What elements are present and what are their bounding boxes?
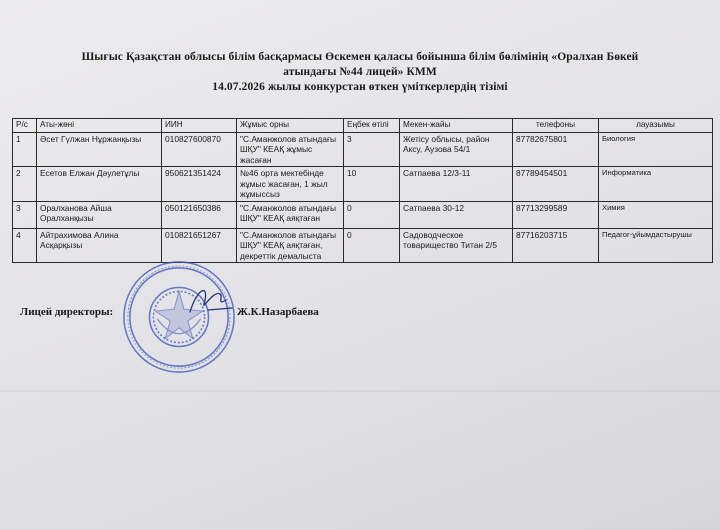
cell-experience: 10 [344, 167, 400, 202]
cell-no: 1 [13, 132, 37, 167]
cell-iin: 050121650386 [162, 201, 237, 228]
paper-fold [0, 390, 720, 392]
col-header: Жұмыс орны [237, 119, 344, 133]
cell-workplace: "С.Аманжолов атындағы ШҚУ" КЕАҚ аяқтаған [237, 201, 344, 228]
cell-name: Айтрахимова Алина Асқарқызы [37, 228, 162, 263]
cell-address: Жетісу облысы, район Аксу, Аузова 54/1 [400, 132, 513, 167]
table-row [13, 167, 713, 202]
cell-workplace: №46 орта мектебінде жұмыс жасаған, 1 жыл жұмыссыз [237, 167, 344, 202]
cell-position: Информатика [599, 167, 713, 202]
cell-position: Педагог-ұйымдастырушы [599, 228, 713, 263]
title-line-2: атындағы №44 лицей» КММ [283, 66, 437, 78]
cell-experience: 0 [344, 228, 400, 263]
cell-no: 2 [13, 167, 37, 202]
table-row [13, 228, 713, 263]
title-line-1: Шығыс Қазақстан облысы білім басқармасы Өскемен қаласы бойынша білім бөлімінің «Оралхан Бөкей [81, 51, 639, 63]
cell-position: Биология [599, 132, 713, 167]
table-row [13, 132, 713, 167]
table-row [13, 201, 713, 228]
col-header: ИИН [162, 119, 237, 133]
col-header: Еңбек өтілі [344, 119, 400, 133]
cell-address: Сатпаева 30-12 [400, 201, 513, 228]
cell-iin: 950621351424 [162, 167, 237, 202]
cell-workplace: "С.Аманжолов атындағы ШҚУ" КЕАҚ аяқтаған, декреттік демалыста [237, 228, 344, 263]
cell-no: 4 [13, 228, 37, 263]
title-line-3: 14.07.2026 жылы конкурстан өткен үміткерлердің тізімі [212, 81, 508, 93]
cell-iin: 010821651267 [162, 228, 237, 263]
col-header: Р/с [13, 119, 37, 133]
director-label: Лицей директоры: [20, 306, 114, 318]
cell-phone: 87782675801 [513, 132, 599, 167]
director-name: Ж.К.Назарбаева [237, 306, 319, 318]
cell-phone: 87713299589 [513, 201, 599, 228]
cell-position: Химия [599, 201, 713, 228]
table-header-row [13, 119, 713, 133]
cell-iin: 010827600870 [162, 132, 237, 167]
cell-name: Есетов Елжан Дәулетұлы [37, 167, 162, 202]
col-header: Аты-жөні [37, 119, 162, 133]
col-header: лауазымы [599, 119, 713, 133]
cell-workplace: "С.Аманжолов атындағы ШҚУ" КЕАҚ жұмыс жасаған [237, 132, 344, 167]
cell-phone: 87789454501 [513, 167, 599, 202]
cell-name: Оралханова Айша Оралханқызы [37, 201, 162, 228]
cell-phone: 87716203715 [513, 228, 599, 263]
candidates-table [12, 118, 713, 263]
col-header: телефоны [513, 119, 599, 133]
document-title [10, 50, 710, 95]
cell-name: Әсет Гүлжан Нұржанқызы [37, 132, 162, 167]
cell-address: Садоводческое товарищество Титан 2/5 [400, 228, 513, 263]
cell-experience: 0 [344, 201, 400, 228]
cell-address: Сатпаева 12/3-11 [400, 167, 513, 202]
cell-experience: 3 [344, 132, 400, 167]
cell-no: 3 [13, 201, 37, 228]
handwritten-signature-icon [180, 280, 240, 320]
col-header: Мекен-жайы [400, 119, 513, 133]
